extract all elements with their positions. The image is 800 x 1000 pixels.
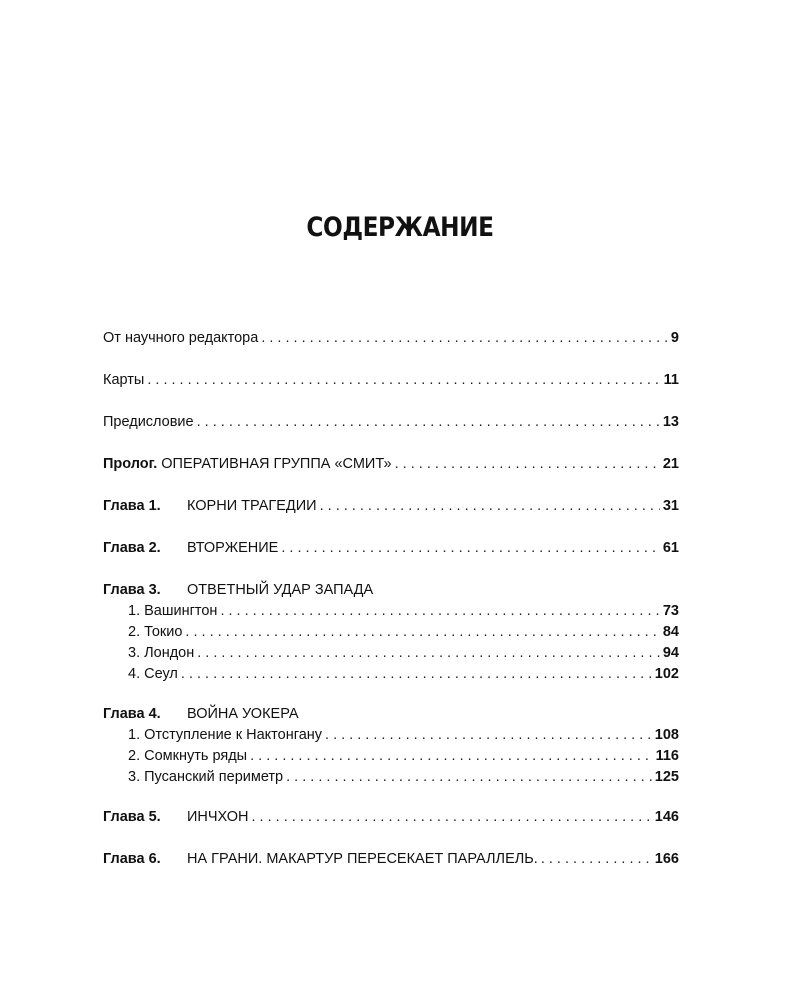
toc-entry-chapter-1[interactable]	[103, 498, 679, 518]
toc-entry-label: Глава 4.	[103, 706, 161, 722]
toc-entry-prologue[interactable]	[103, 456, 679, 476]
toc-entry-preface[interactable]	[103, 414, 679, 434]
toc-page-number: 21	[662, 456, 679, 472]
toc-page-number: 116	[655, 748, 679, 764]
toc-page-number: 146	[654, 809, 679, 825]
toc-entry-label: Глава 2.	[103, 540, 161, 556]
toc-entry-label: Глава 5.	[103, 809, 161, 825]
toc-page-number: 84	[662, 624, 679, 640]
toc-entry-chapter-3[interactable]	[103, 582, 373, 602]
toc-page-number: 94	[662, 645, 679, 661]
toc-entry-editor[interactable]	[103, 330, 679, 350]
dot-leader	[281, 540, 660, 556]
toc-entry-text: ВТОРЖЕНИЕ	[187, 540, 279, 556]
toc-subentry[interactable]	[128, 769, 679, 789]
toc-entry-text: 3. Лондон	[128, 645, 195, 661]
toc-subentry[interactable]	[128, 748, 679, 768]
toc-subentry[interactable]	[128, 624, 679, 644]
toc-entry-label: Глава 6.	[103, 851, 161, 867]
toc-subentry[interactable]	[128, 666, 679, 686]
dot-leader	[261, 330, 668, 346]
toc-entry-text: 1. Вашингтон	[128, 603, 218, 619]
dot-leader	[325, 727, 652, 743]
toc-entry-text: ВОЙНА УОКЕРА	[187, 706, 299, 722]
dot-leader	[220, 603, 659, 619]
dot-leader	[252, 809, 652, 825]
toc-page-number: 108	[654, 727, 679, 743]
toc-subentry[interactable]	[128, 727, 679, 747]
toc-page-number: 9	[670, 330, 679, 346]
toc-page-number: 13	[662, 414, 679, 430]
dot-leader	[286, 769, 652, 785]
dot-leader	[250, 748, 653, 764]
dot-leader	[320, 498, 660, 514]
dot-leader	[197, 645, 660, 661]
toc-entry-text: ИНЧХОН	[187, 809, 249, 825]
toc-entry-text: Карты	[103, 372, 145, 388]
toc-entry-maps[interactable]	[103, 372, 679, 392]
dot-leader	[185, 624, 659, 640]
toc-entry-text: 3. Пусанский периметр	[128, 769, 284, 785]
toc-entry-text: 4. Сеул	[128, 666, 178, 682]
toc-entry-label: Глава 3.	[103, 582, 161, 598]
toc-entry-text: ОТВЕТНЫЙ УДАР ЗАПАДА	[187, 582, 374, 598]
toc-entry-text: КОРНИ ТРАГЕДИИ	[187, 498, 317, 514]
toc-entry-chapter-5[interactable]	[103, 809, 679, 829]
toc-entry-text: Предисловие	[103, 414, 194, 430]
toc-subentry[interactable]	[128, 603, 679, 623]
dot-leader	[541, 851, 652, 867]
toc-entry-text: НА ГРАНИ. МАКАРТУР ПЕРЕСЕКАЕТ ПАРАЛЛЕЛЬ.	[187, 851, 538, 867]
toc-subentry[interactable]	[128, 645, 679, 665]
dot-leader	[197, 414, 660, 430]
toc-entry-chapter-6[interactable]	[103, 851, 679, 871]
toc-page-number: 73	[662, 603, 679, 619]
toc-entry-text: 2. Токио	[128, 624, 183, 640]
toc-entry-chapter-4[interactable]	[103, 706, 299, 726]
toc-entry-chapter-2[interactable]	[103, 540, 679, 560]
toc-page-number: 11	[663, 372, 679, 388]
dot-leader	[181, 666, 652, 682]
toc-entry-text: 2. Сомкнуть ряды	[128, 748, 248, 764]
toc-entry-label: Пролог.	[103, 456, 158, 472]
toc-entry-text: 1. Отступление к Нактонгану	[128, 727, 323, 743]
toc-page-number: 166	[654, 851, 679, 867]
page-title: СОДЕРЖАНИЕ	[306, 212, 494, 243]
toc-page-number: 61	[662, 540, 679, 556]
toc-page-number: 31	[662, 498, 679, 514]
toc-entry-label: Глава 1.	[103, 498, 161, 514]
toc-page-number: 102	[654, 666, 679, 682]
toc-page-number: 125	[654, 769, 679, 785]
dot-leader	[147, 372, 660, 388]
toc-entry-text: От научного редактора	[103, 330, 259, 346]
toc-entry-text: ОПЕРАТИВНАЯ ГРУППА «СМИТ»	[161, 456, 392, 472]
dot-leader	[395, 456, 660, 472]
